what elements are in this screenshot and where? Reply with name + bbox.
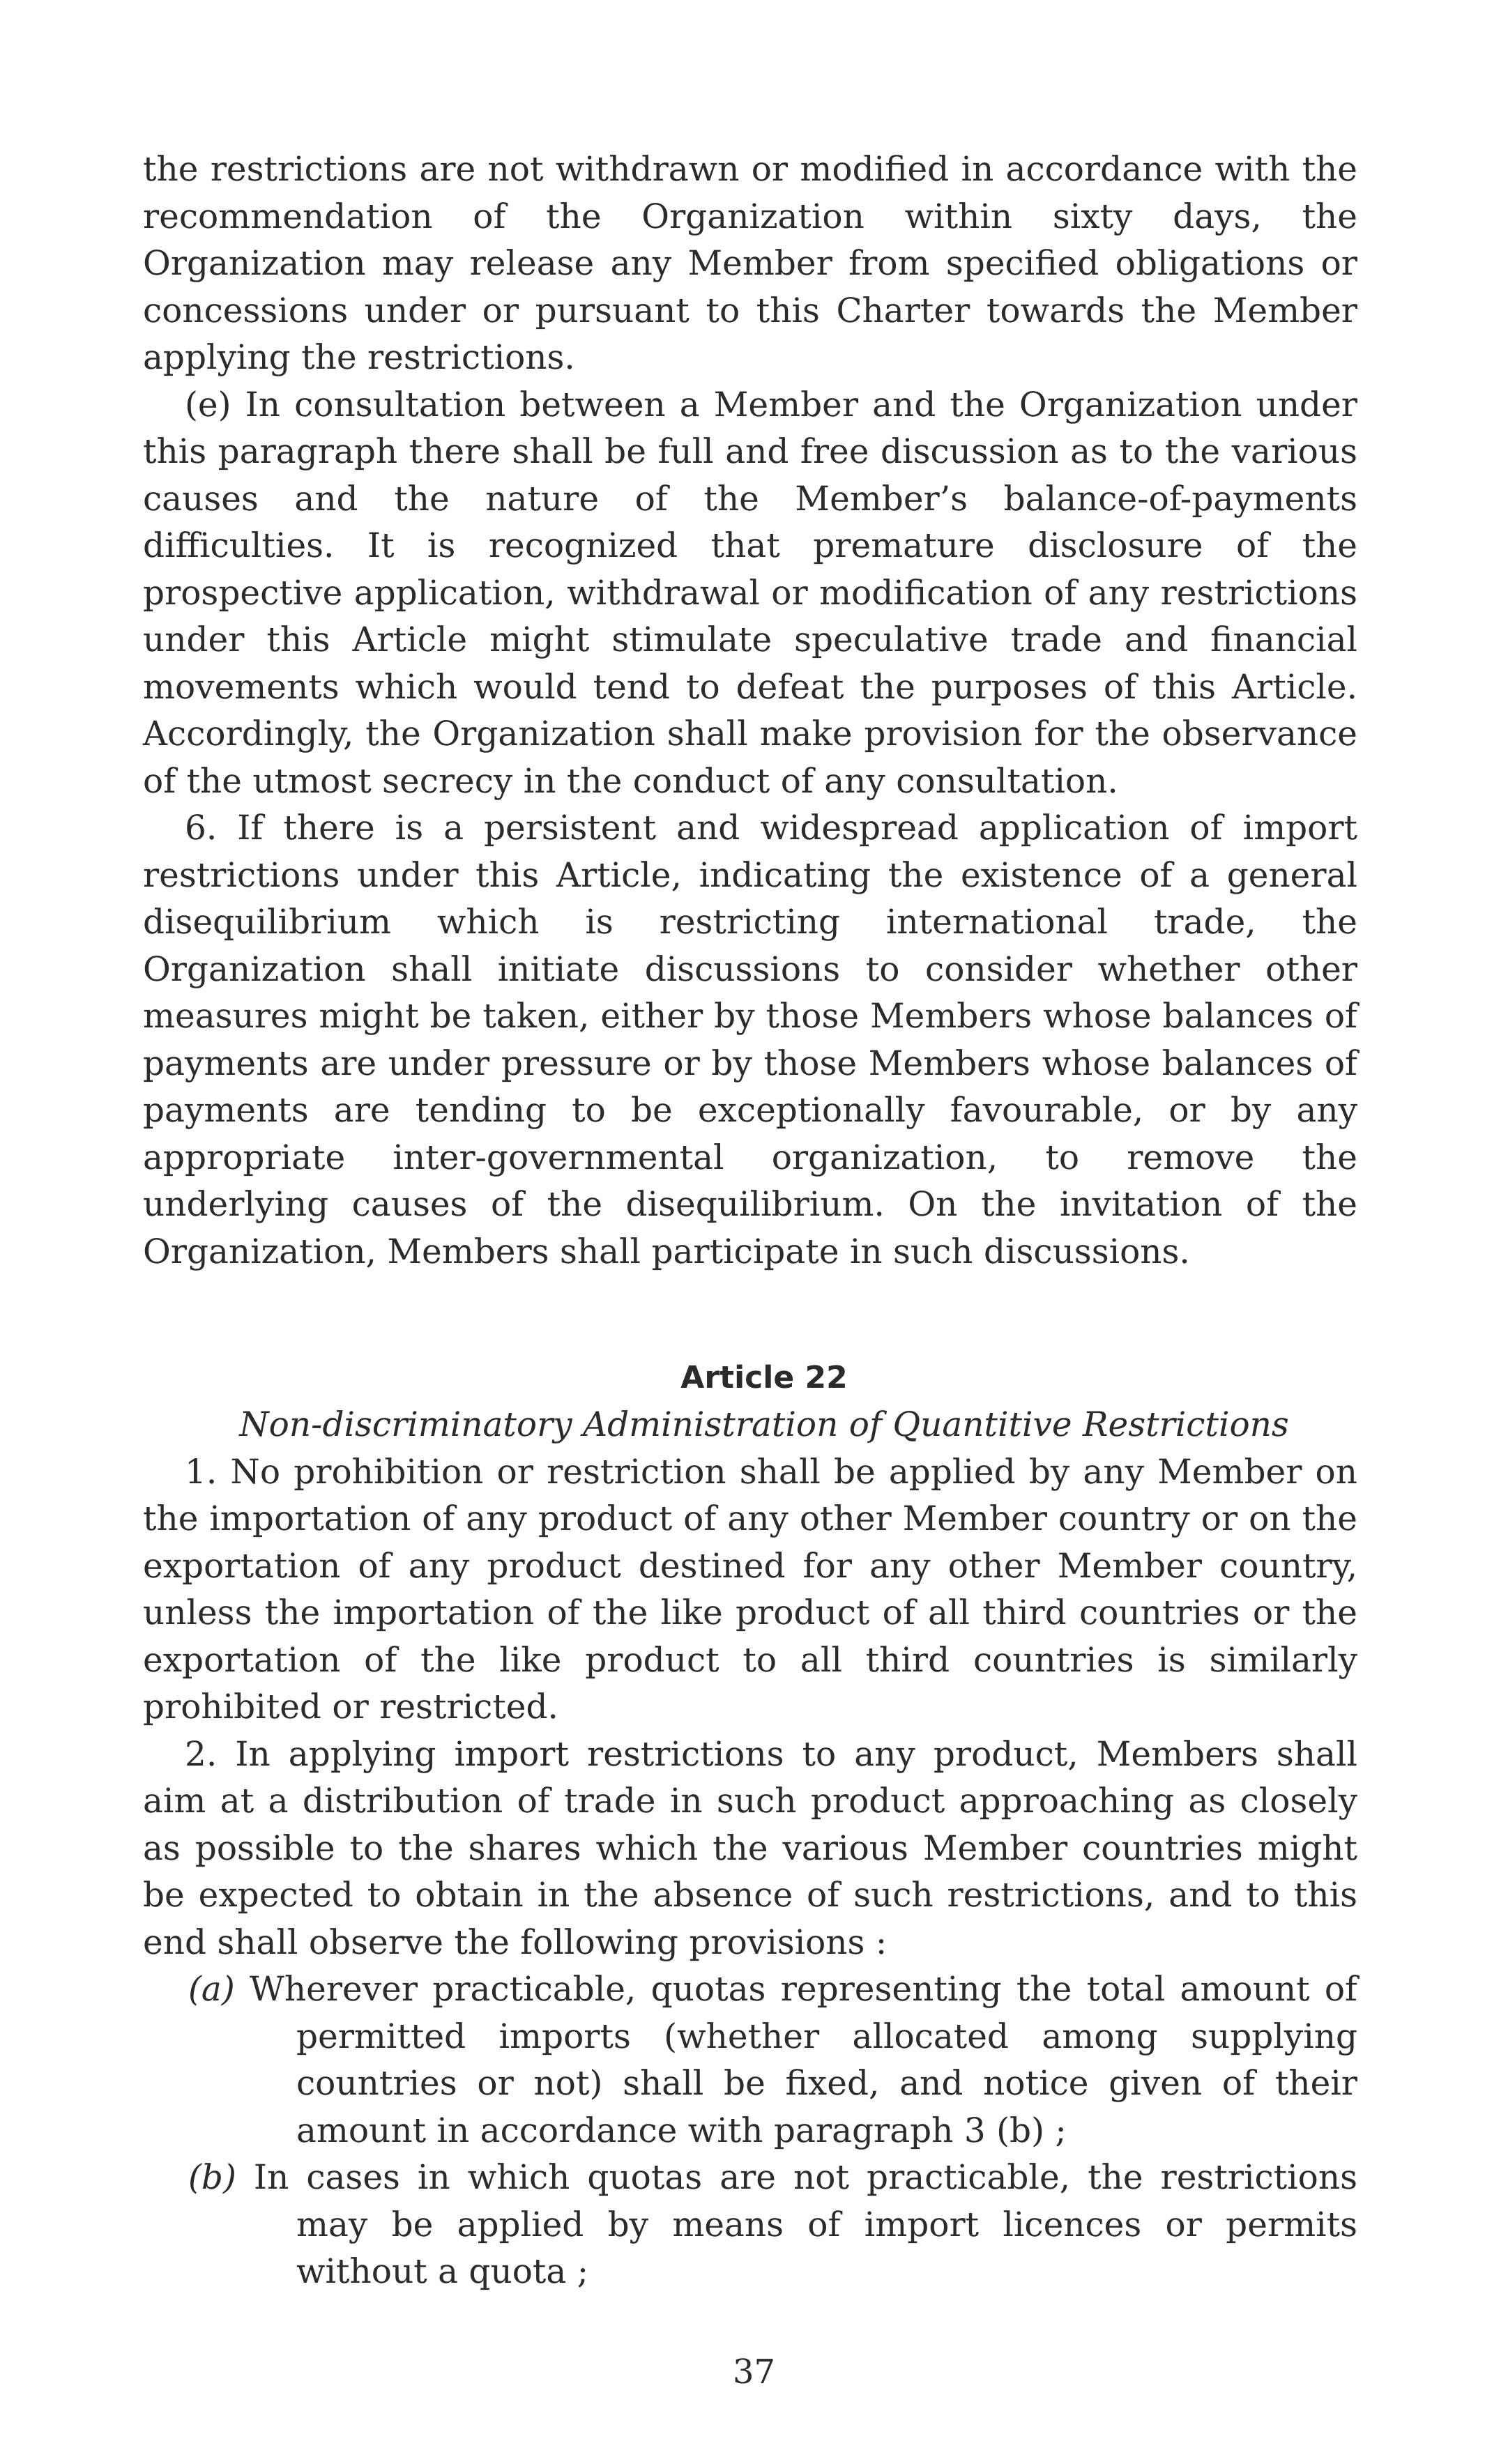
list-item-label: (b): [188, 2158, 236, 2197]
paragraph-6: 6. If there is a persistent and widespread application of import restrictions under this Article, indicating the existence of a general disequilibrium which is restricting international trade, the Organization shall initiate discussions to consider whether other measures might be taken, either by those Members whose balances of payments are under pressure or by those Members whose balances of payments are tending to be exceptionally favourable, or by any appropriate inter-governmental organization, to remove the underlying causes of the disequilibrium. On the invitation of the Organization, Members shall participate in such discussions.: [143, 809, 1357, 1271]
list-item-text: Wherever practicable, quotas representing the total amount of permitted imports (whether allocated among supplying countries or not) shall be fixed, and notice given of their amount in accordance with paragraph 3 (b) ;: [250, 1970, 1357, 2150]
paragraph-e: (e) In consultation between a Member and the Organization under this paragraph there shall be full and free discussion as to the various causes and the nature of the Member’s balance-of-payments difficulties. It is recognized that premature disclosure of the prospective application, withdrawal or modification of any restrictions under this Article might stimulate speculative trade and financial movements which would tend to defeat the purposes of this Article. Accordingly, the Organization shall make provision for the observance of the utmost secrecy in the conduct of any consultation.: [143, 385, 1357, 801]
article-paragraph-2: 2. In applying import restrictions to any product, Members shall aim at a distribution of trade in such product approaching as closely as possible to the shares which the various Member countries might be expected to obtain in the absence of such restrictions, and to this end shall observe the following provisions :: [143, 1734, 1357, 1962]
list-item-label: (a): [188, 1970, 235, 2009]
article-paragraph-1: 1. No prohibition or restriction shall be applied by any Member on the importation of any product of any other Member country or on the exportation of any product destined for any other Member country, unless the importation of the like product of all third countries or the exportation of the like product to all third countries is similarly prohibited or restricted.: [143, 1452, 1357, 1727]
paragraph-continuation: the restrictions are not withdrawn or modified in accordance with the recommendation of the Organization within sixty days, the Organization may release any Member from specified obligations or concessions under or pursuant to this Charter towards the Member applying the restrictions.: [143, 150, 1357, 377]
list-item-text: In cases in which quotas are not practicable, the restrictions may be applied by means of import licences or permits without a quota ;: [253, 2158, 1357, 2291]
list-item-b: [143, 2155, 1357, 2296]
article-subtitle: Non-discriminatory Administration of Quantitive Restrictions: [239, 1405, 1289, 1444]
article-heading: Article 22: [680, 1360, 848, 1395]
page-number: 37: [732, 2352, 776, 2392]
list-item-a: [143, 1966, 1357, 2155]
document-page: [143, 146, 1357, 2296]
